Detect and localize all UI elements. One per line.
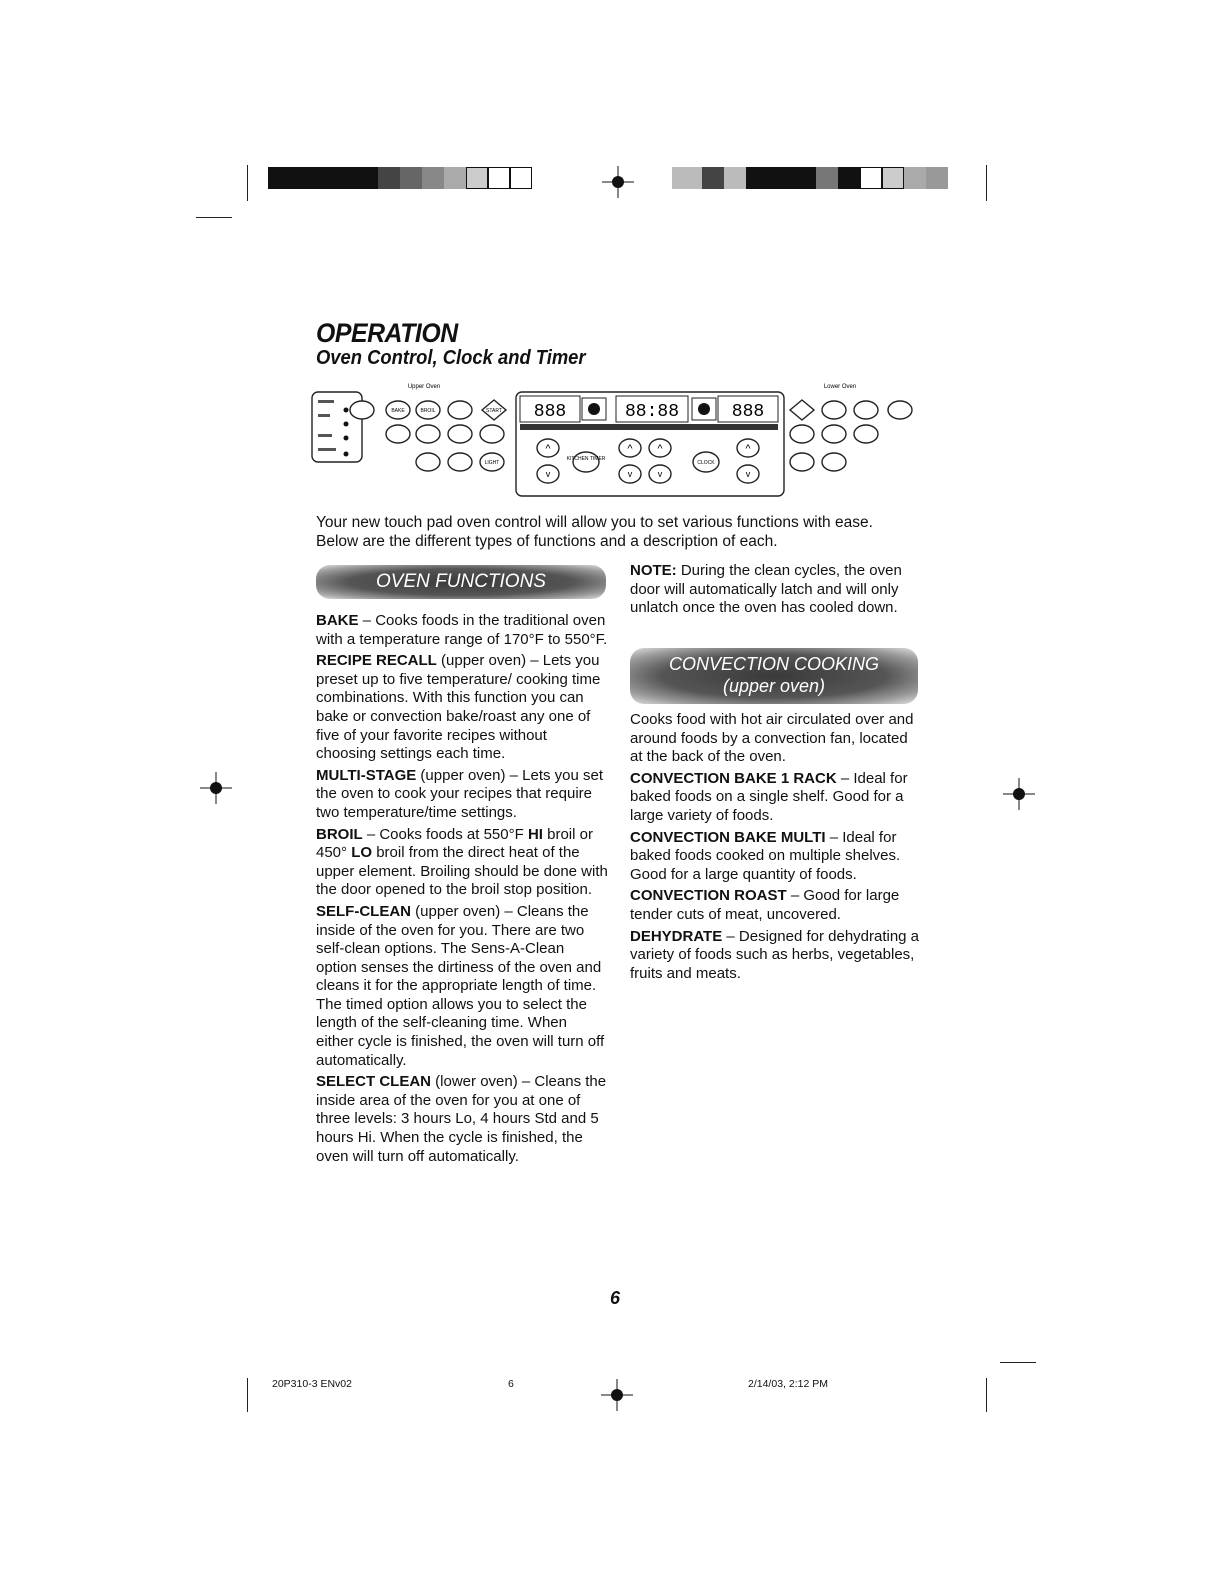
oven-functions-heading: OVEN FUNCTIONS: [376, 571, 546, 592]
registration-target-icon: [602, 166, 634, 198]
svg-text:v: v: [545, 469, 551, 479]
start-button-label: START: [486, 408, 502, 414]
oven-functions-banner: [316, 565, 606, 599]
svg-text:v: v: [657, 469, 663, 479]
convection-subheading: (upper oven): [722, 676, 826, 696]
svg-text:v: v: [745, 469, 751, 479]
definition-multi-stage: MULTI-STAGE (upper oven) – Lets you set the oven to cook your recipes that require two temperature/time settings.: [316, 766, 604, 821]
definition-dehydrate: DEHYDRATE – Designed for dehydrating a variety of foods such as herbs, vegetables, fruits and meats.: [630, 927, 920, 982]
svg-text:888: 888: [533, 402, 567, 422]
intro-paragraph: Your new touch pad oven control will allow you to set various functions with ease. Below are the different types of functions and a description of each.: [316, 514, 873, 550]
convection-intro: Cooks food with hot air circulated over and around foods by a convection fan, located at the back of the oven.: [630, 711, 914, 766]
bake-button-label: BAKE: [391, 408, 405, 414]
convection-heading: CONVECTION COOKING: [668, 654, 879, 674]
color-bar-right: [672, 167, 948, 189]
lower-oven-label: Lower Oven: [823, 384, 857, 390]
registration-target-icon: [1003, 778, 1035, 810]
clock-button-label: CLOCK: [697, 460, 715, 466]
oven-functions-list: [316, 612, 608, 1169]
registration-target-icon: [200, 772, 232, 804]
definition-select-clean: SELECT CLEAN (lower oven) – Cleans the inside area of the oven for you at one of three levels: 3 hours Lo, 4 hours Std and 5 hours Hi. When the cycle is finished, the oven will turn off automatically.: [316, 1073, 607, 1165]
light-button-label: LIGHT: [484, 460, 500, 466]
definition-convection-bake-1-rack: CONVECTION BAKE 1 RACK – Ideal for baked foods on a single shelf. Good for a large variety of foods.: [630, 769, 908, 824]
page-subtitle: Oven Control, Clock and Timer: [316, 347, 586, 369]
footer-timestamp: 2/14/03, 2:12 PM: [748, 1378, 828, 1390]
definition-recipe-recall: RECIPE RECALL (upper oven) – Lets you preset up to five temperature/ cooking time combinations. With this function you can bake or convection bake/roast any one of five of your favorite recipes without choosing settings each time.: [316, 652, 601, 763]
broil-button-label: BROIL: [420, 408, 436, 414]
registration-target-icon: [601, 1379, 633, 1411]
crop-mark: [247, 1378, 248, 1412]
definition-broil: BROIL – Cooks foods at 550°F HI broil or 450° LO broil from the direct heat of the upper element. Broiling should be done with the door opened to the broil stop position.: [316, 825, 608, 899]
definition-convection-roast: CONVECTION ROAST – Good for large tender cuts of meat, uncovered.: [630, 887, 900, 923]
definition-convection-bake-multi: CONVECTION BAKE MULTI – Ideal for baked foods cooked on multiple shelves. Good for a large quantity of foods.: [630, 828, 901, 883]
svg-text:v: v: [627, 469, 633, 479]
note-paragraph: NOTE: During the clean cycles, the oven door will automatically latch and will only unlatch once the oven has cooled down.: [630, 562, 902, 617]
crop-mark: [1000, 1362, 1036, 1363]
section-title: OPERATION: [316, 318, 458, 348]
crop-mark: [247, 165, 248, 201]
svg-text:^: ^: [745, 443, 751, 455]
kitchen-timer-label: KITCHEN TIMER: [566, 456, 606, 462]
crop-mark: [986, 165, 987, 201]
page-number: 6: [610, 1288, 621, 1308]
upper-oven-label: Upper Oven: [407, 384, 441, 390]
svg-text:^: ^: [545, 443, 551, 455]
svg-text:^: ^: [657, 443, 663, 455]
convection-list: [630, 711, 922, 986]
crop-mark: [986, 1378, 987, 1412]
crop-mark: [196, 217, 232, 218]
definition-self-clean: SELF-CLEAN (upper oven) – Cleans the inside of the oven for you. There are two self-clean options. The Sens-A-Clean option senses the dirtiness of the oven and cleans it for the appropriate length of time. The timed option allows you to select the length of the self-cleaning time. When either cycle is finished, the oven will turn off automatically.: [316, 902, 605, 1069]
svg-text:88:88: 88:88: [624, 402, 680, 422]
footer-page: 6: [508, 1378, 514, 1390]
footer-file-id: 20P310-3 ENv02: [272, 1378, 352, 1390]
oven-control-panel-illustration: [310, 378, 930, 500]
convection-cooking-banner: [630, 648, 918, 704]
svg-text:888: 888: [731, 402, 765, 422]
definition-bake: BAKE – Cooks foods in the traditional oven with a temperature range of 170°F to 550°F.: [316, 612, 608, 648]
color-bar-left: [268, 167, 532, 189]
svg-text:^: ^: [627, 443, 633, 455]
